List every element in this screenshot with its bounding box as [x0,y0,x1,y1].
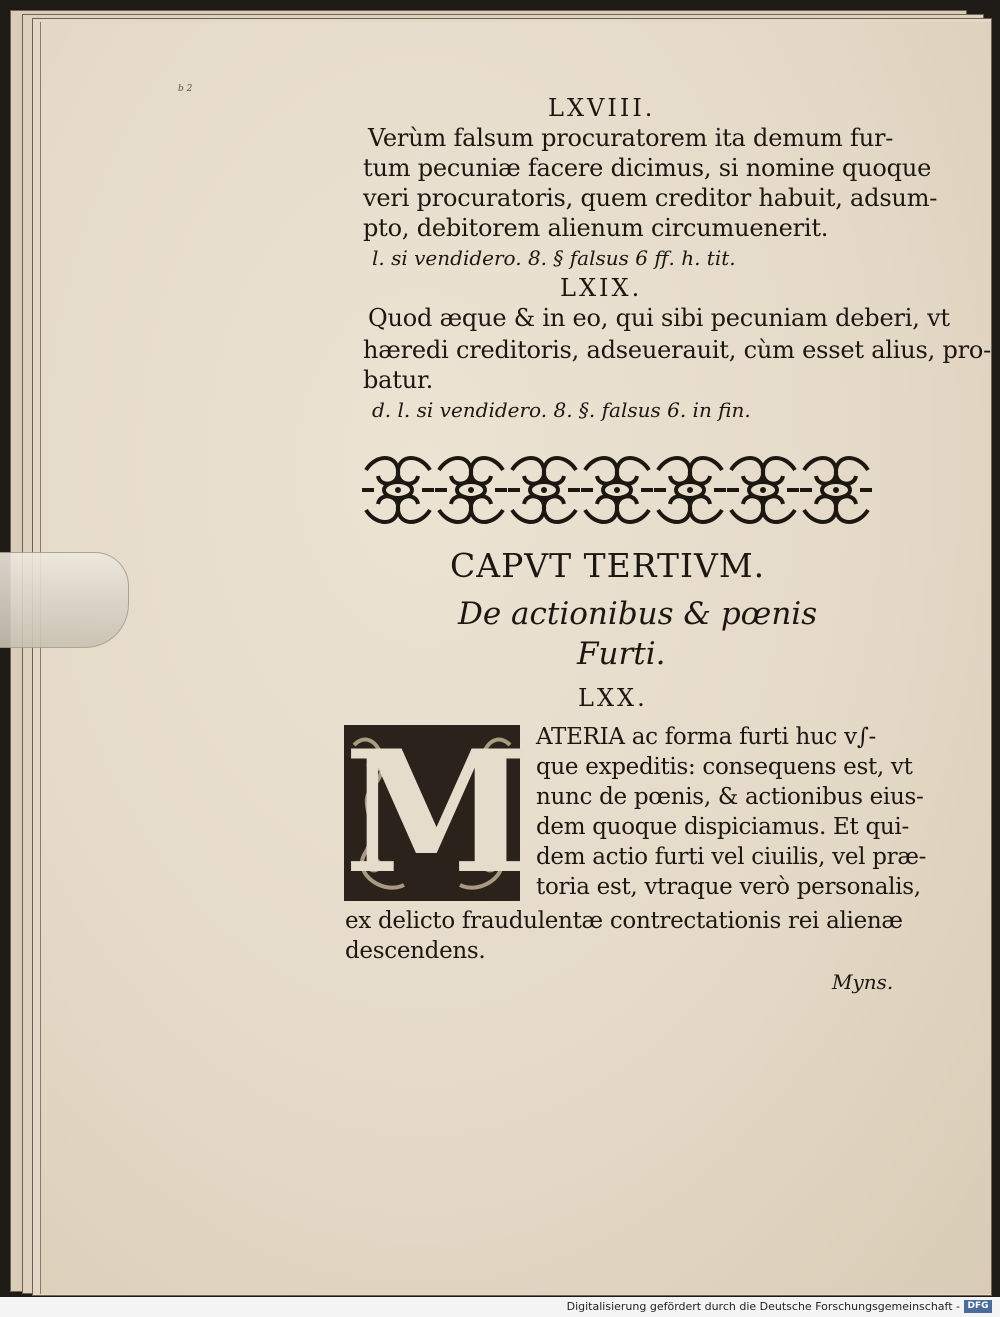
chapter-subtitle: Furti. [577,636,666,672]
dfg-logo: DFG [964,1300,992,1313]
text-line: toria est, vtraque verò personalis, [536,874,921,900]
text-line: dem quoque dispiciamus. Et qui- [536,814,909,840]
funding-credit: Digitalisierung gefördert durch die Deutsche Forschungsgemeinschaft - [566,1300,960,1313]
text-line: hæredi creditoris, adseuerauit, cùm esset alius, pro- [363,336,992,364]
section-number-68: LXVIII. [548,94,656,122]
text-line: batur. [363,366,434,394]
citation: l. si vendidero. 8. § falsus 6 ff. h. tit. [372,246,736,270]
page-mark: b 2 [178,84,193,94]
text-line: veri procuratoris, quem creditor habuit, adsum- [363,184,938,212]
text-line: tum pecuniæ facere dicimus, si nomine quoque [363,154,932,182]
book-page [40,22,991,1294]
catchword: Myns. [832,970,894,994]
section-number-70: LXX. [578,684,648,712]
text-line: ATERIA ac forma furti huc v∫- [536,724,876,750]
text-line: pto, debitorem alienum circumuenerit. [363,214,829,242]
text-line: ex delicto fraudulentæ contrectationis rei alienæ [345,908,903,934]
text-line: que expeditis: consequens est, vt [536,754,913,780]
text-line: Quod æque & in eo, qui sibi pecuniam deberi, vt [368,304,950,332]
chapter-title: CAPVT TERTIVM. [450,546,766,585]
dropcap-letter: M [344,713,530,911]
text-line: Verùm falsum procuratorem ita demum fur- [368,124,894,152]
section-number-69: LXIX. [560,274,643,302]
citation: d. l. si vendidero. 8. §. falsus 6. in fin. [372,398,751,422]
ornament-band [358,450,878,530]
footer-bar [0,1297,1000,1317]
text-line: descendens. [345,938,486,964]
text-line: nunc de pœnis, & actionibus eius- [536,784,924,810]
chapter-subtitle: De actionibus & pœnis [458,596,818,632]
bookmark-tab [0,552,129,648]
dropcap-initial [344,713,530,911]
text-line: dem actio furti vel ciuilis, vel præ- [536,844,927,870]
